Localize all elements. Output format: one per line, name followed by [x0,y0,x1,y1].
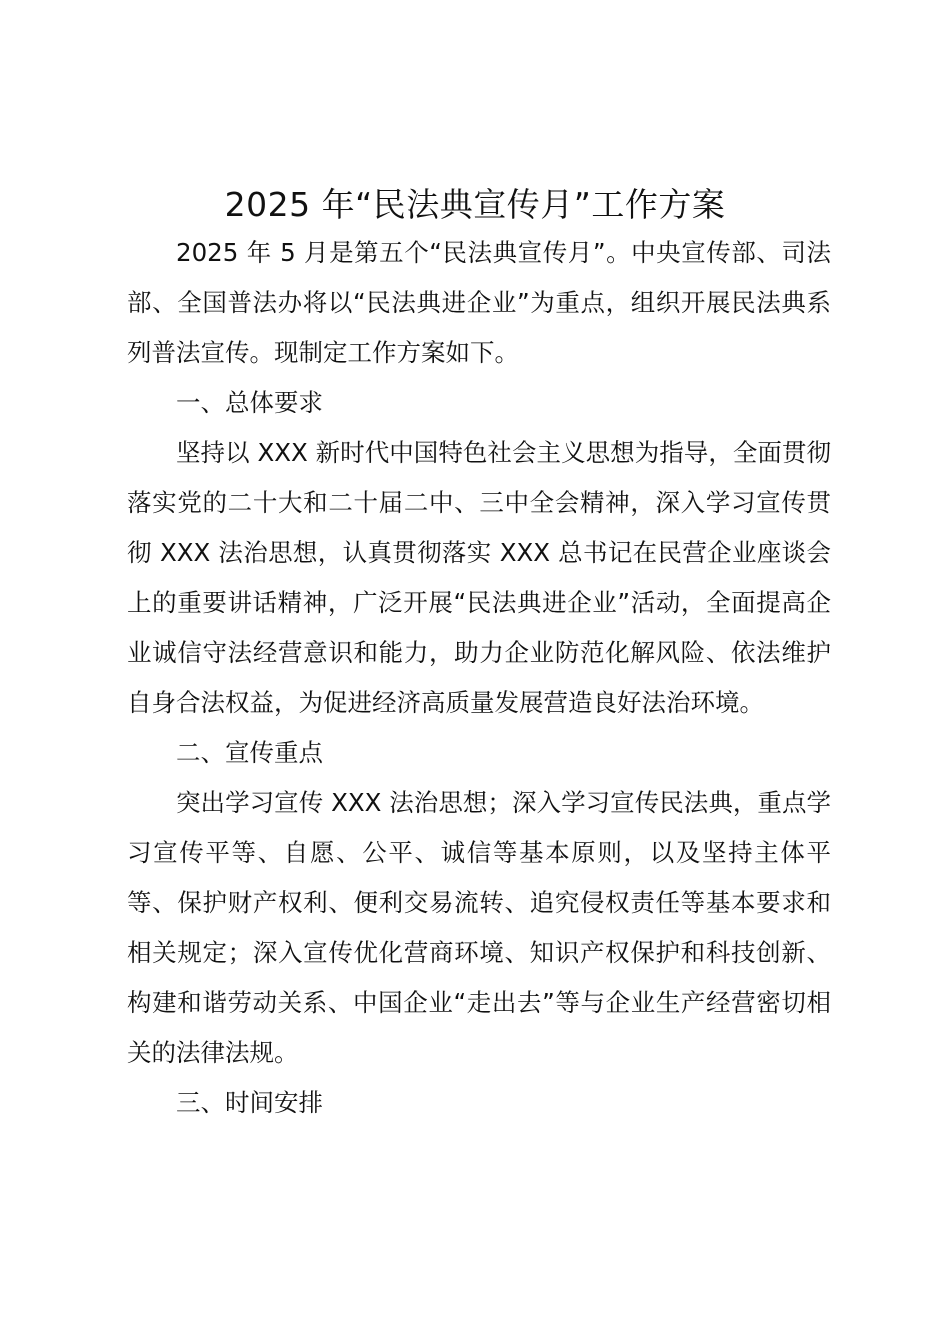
section-heading-general-requirements: 一、总体要求 [176,388,323,417]
intro-paragraph: 2025 年 5 月是第五个“民法典宣传月”。中央宣传部、司法部、全国普法办将以“民法典进企业”为重点，组织开展民法典系列普法宣传。现制定工作方案如下。 [127,238,831,367]
document-body [127,228,831,1128]
section-body-publicity-focus: 突出学习宣传 XXX 法治思想；深入学习宣传民法典，重点学习宣传平等、自愿、公平、诚信等基本原则，以及坚持主体平等、保护财产权利、便利交易流转、追究侵权责任等基本要求和相关规定；深入宣传优化营商环境、知识产权保护和科技创新、构建和谐劳动关系、中国企业“走出去”等与企业生产经营密切相关的法律法规。 [127,788,831,1067]
document-title: 2025 年“民法典宣传月”工作方案 [224,185,726,224]
section-heading-schedule: 三、时间安排 [176,1088,323,1117]
section-heading-publicity-focus: 二、宣传重点 [176,738,323,767]
section-body-general-requirements: 坚持以 XXX 新时代中国特色社会主义思想为指导，全面贯彻落实党的二十大和二十届二中、三中全会精神，深入学习宣传贯彻 XXX 法治思想，认真贯彻落实 XXX 总书记在民营企业座谈会上的重要讲话精神，广泛开展“民法典进企业”活动，全面提高企业诚信守法经营意识和能力，助力企业防范化解风险、依法维护自身合法权益，为促进经济高质量发展营造良好法治环境。 [127,438,831,717]
